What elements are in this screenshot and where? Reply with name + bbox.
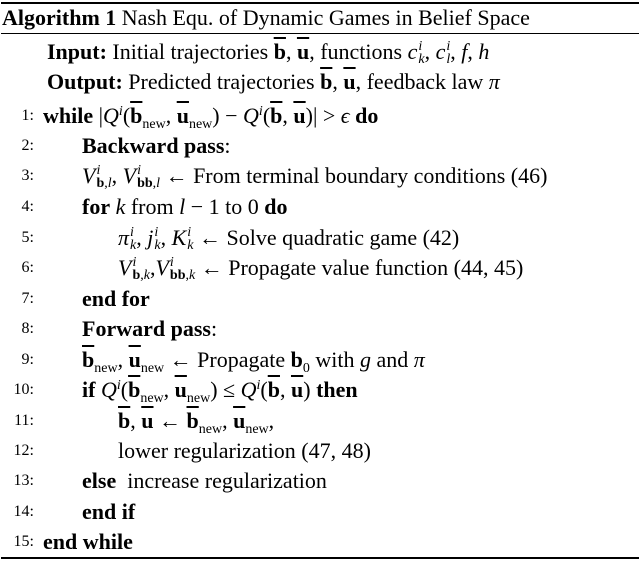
line-number: 2: bbox=[21, 137, 34, 154]
line-number: 10: bbox=[13, 381, 34, 398]
forward-pass-keyword: Forward pass bbox=[82, 316, 211, 341]
line-number: 8: bbox=[21, 320, 34, 337]
line-number: 3: bbox=[21, 167, 34, 184]
bottom-rule bbox=[1, 557, 639, 559]
line-number: 6: bbox=[21, 259, 34, 276]
algorithm-label: Algorithm 1 bbox=[2, 5, 117, 30]
line-number: 1: bbox=[21, 107, 34, 124]
line-number: 7: bbox=[21, 290, 34, 307]
line-6-text: Propagate value function (44, 45) bbox=[228, 255, 524, 280]
input-text-2: functions bbox=[320, 39, 403, 64]
for-keyword: for bbox=[82, 194, 111, 219]
do-keyword: do bbox=[355, 103, 379, 128]
algorithm-title bbox=[2, 5, 530, 31]
then-keyword: then bbox=[316, 377, 358, 402]
line-12-text: lower regularization (47, 48) bbox=[118, 438, 371, 463]
line-number: 14: bbox=[13, 503, 34, 520]
line-5-text: Solve quadratic game (42) bbox=[226, 225, 460, 250]
else-keyword: else bbox=[82, 468, 117, 493]
end-if-keyword: end if bbox=[82, 499, 136, 524]
line-number: 9: bbox=[21, 351, 34, 368]
line-number: 12: bbox=[13, 442, 34, 459]
line-number: 11: bbox=[14, 412, 34, 429]
while-keyword: while bbox=[43, 103, 94, 128]
if-keyword: if bbox=[82, 377, 96, 402]
output-text-2: feedback law bbox=[366, 69, 484, 94]
algorithm-name: Nash Equ. of Dynamic Games in Belief Space bbox=[121, 5, 530, 30]
input-text-1: Initial trajectories bbox=[112, 39, 269, 64]
output-keyword: Output: bbox=[47, 69, 123, 94]
line-number: 4: bbox=[21, 198, 34, 215]
backward-pass-keyword: Backward pass bbox=[82, 133, 225, 158]
end-while-keyword: end while bbox=[43, 529, 133, 554]
line-13-text: increase regularization bbox=[127, 468, 327, 493]
line-number: 15: bbox=[13, 533, 34, 550]
line-number: 13: bbox=[13, 472, 34, 489]
top-rule bbox=[1, 2, 639, 4]
output-text-1: Predicted trajectories bbox=[128, 69, 315, 94]
end-for-keyword: end for bbox=[82, 286, 150, 311]
title-rule bbox=[1, 33, 639, 34]
input-keyword: Input: bbox=[47, 39, 107, 64]
line-number: 5: bbox=[21, 229, 34, 246]
do-keyword: do bbox=[264, 194, 288, 219]
line-3-text: From terminal boundary conditions (46) bbox=[193, 163, 548, 188]
